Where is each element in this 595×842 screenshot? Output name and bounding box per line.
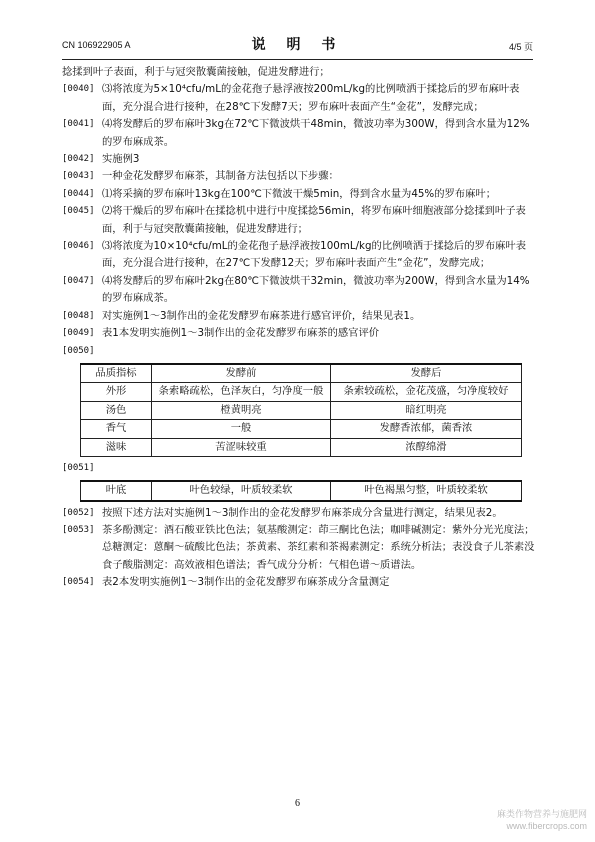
table-cell: 暗红明亮: [331, 401, 522, 420]
paragraph-text: ⑶将浓度为5×10⁴cfu/mL的金花孢子悬浮液按200mL/kg的比例喷洒于揉捻后的罗布麻叶表面，充分混合进行接种，在28℃下发酵7天；罗布麻叶表面产生“金花”，发酵完成；: [102, 83, 520, 113]
table-row: [81, 420, 522, 439]
paragraph-text: 按照下述方法对实施例1～3制作出的金花发酵罗布麻茶成分含量进行测定，结果见表2。: [102, 506, 503, 519]
paragraph: [62, 505, 535, 522]
table-cell: 苦涩味较重: [152, 438, 331, 457]
paragraph-number: [0042]: [62, 154, 95, 165]
paragraph: [62, 325, 535, 342]
page-number: 6: [295, 798, 300, 809]
watermark-site-name: 麻类作物营养与施肥网: [496, 809, 587, 819]
paragraph-text: 表1本发明实施例1～3制作出的金花发酵罗布麻茶的感官评价: [102, 327, 380, 340]
paragraph-number-0050: [0050]: [62, 345, 95, 356]
paragraph-text: ⑶将浓度为10×10⁴cfu/mL的金花孢子悬浮液按100mL/kg的比例喷洒于揉捻后的罗布麻叶表面，充分混合进行接种，在27℃下发酵12天；罗布麻叶表面产生“金花”，发酵完成；: [102, 240, 527, 270]
table-cell: 香气: [81, 420, 152, 439]
paragraph-number: [0043]: [62, 171, 95, 182]
page-info: 4/5 页: [508, 42, 533, 52]
paragraph: [62, 308, 535, 325]
table-cell: 叶底: [81, 481, 152, 501]
paragraph: [62, 64, 535, 81]
table-cell: 浓醇绵滑: [331, 438, 522, 457]
paragraphs-top: [62, 64, 535, 343]
paragraph-text: ⑷将发酵后的罗布麻叶2kg在80℃下微波烘干32min，微波功率为200W，得到含水量为14%的罗布麻成茶。: [102, 274, 530, 305]
paragraph-text: 表2本发明实施例1～3制作出的金花发酵罗布麻茶成分含量测定: [102, 576, 390, 589]
table-cell: 条索较疏松，金花茂盛，匀净度较好: [331, 383, 522, 402]
watermark-url: www.fibercrops.com: [506, 821, 587, 831]
paragraph-text: 一种金花发酵罗布麻茶，其制备方法包括以下步骤：: [102, 170, 339, 183]
table-cell: 叶色褐黑匀整，叶质较柔软: [331, 481, 522, 501]
paragraph-number: [0049]: [62, 328, 95, 339]
table-cell: 滋味: [81, 438, 152, 457]
paragraph: [62, 81, 535, 116]
paragraph: [62, 574, 535, 591]
paragraph-number: [0044]: [62, 188, 95, 199]
paragraph-number: [0047]: [62, 275, 95, 286]
paragraph-text: 实施例3: [102, 153, 140, 166]
table-cell: 条索略疏松，色泽灰白，匀净度一般: [152, 383, 331, 402]
table-row: [81, 481, 522, 501]
sensory-evaluation-table: [80, 363, 522, 458]
table-cell: 发酵香浓郁，菌香浓: [331, 420, 522, 439]
paragraph-number: [0048]: [62, 310, 95, 321]
paragraphs-bottom: [62, 505, 535, 592]
paragraph-text: 对实施例1～3制作出的金花发酵罗布麻茶进行感官评价，结果见表1。: [102, 309, 421, 322]
paragraph: [62, 273, 535, 308]
document-title: 说 明 书: [251, 37, 344, 53]
paragraph-text: 捻揉到叶子表面，利于与冠突散囊菌接触，促进发酵进行；: [62, 66, 330, 78]
document-body: [62, 64, 535, 592]
paragraph-number: [0052]: [62, 507, 95, 518]
paragraph-number: [0041]: [62, 119, 95, 130]
paragraph: [62, 151, 535, 168]
paragraph-number: [0046]: [62, 241, 95, 252]
page-header: [62, 34, 533, 56]
header-divider: [62, 59, 533, 60]
paragraph-number: [0054]: [62, 577, 95, 588]
paragraph-text: 茶多酚测定：酒石酸亚铁比色法；氨基酸测定：茚三酮比色法；咖啡碱测定：紫外分光光度法；总糖测定：蒽酮～硫酸比色法；茶黄素、茶红素和茶褐素测定：系统分析法；表没食子儿茶素没食子酸脂测定：高效液相色谱法；香气成分分析：气相色谱～质谱法。: [102, 523, 535, 571]
paragraph: [62, 116, 535, 151]
table-row: [81, 401, 522, 420]
table-row: [81, 383, 522, 402]
table-cell: 汤色: [81, 401, 152, 420]
paragraph-number: [0045]: [62, 206, 95, 217]
paragraph-number-0051: [0051]: [62, 463, 95, 473]
paragraph: [62, 168, 535, 185]
paragraph: [62, 186, 535, 203]
table-header-cell: 发酵后: [331, 364, 522, 383]
table-cell: 橙黄明亮: [152, 401, 331, 420]
table-header-cell: 发酵前: [152, 364, 331, 383]
table-row: [81, 438, 522, 457]
paragraph-number: [0053]: [62, 524, 95, 535]
paragraph: [62, 522, 535, 574]
paragraph-text: ⑴将采摘的罗布麻叶13kg在100℃下微波干燥5min，得到含水量为45%的罗布麻叶；: [102, 187, 496, 200]
table-cell: 外形: [81, 383, 152, 402]
sensory-evaluation-table-continued: [80, 480, 522, 502]
paragraph: [62, 238, 535, 273]
paragraph-number: [0040]: [62, 84, 95, 95]
table-header-cell: 品质指标: [81, 364, 152, 383]
paragraph-text: ⑵将干燥后的罗布麻叶在揉捻机中进行中度揉捻56min，将罗布麻叶细胞液部分捻揉到叶子表面，利于与冠突散囊菌接触，促进发酵进行；: [102, 205, 526, 235]
paragraph-text: ⑷将发酵后的罗布麻叶3kg在72℃下微波烘干48min，微波功率为300W，得到含水量为12%的罗布麻成茶。: [102, 118, 530, 148]
publication-number: CN 106922905 A: [62, 40, 131, 50]
paragraph: [62, 203, 535, 238]
table-header-row: [81, 364, 522, 383]
table-cell: 叶色较绿，叶质较柔软: [152, 481, 331, 501]
table-cell: 一般: [152, 420, 331, 439]
watermark: [497, 808, 587, 832]
